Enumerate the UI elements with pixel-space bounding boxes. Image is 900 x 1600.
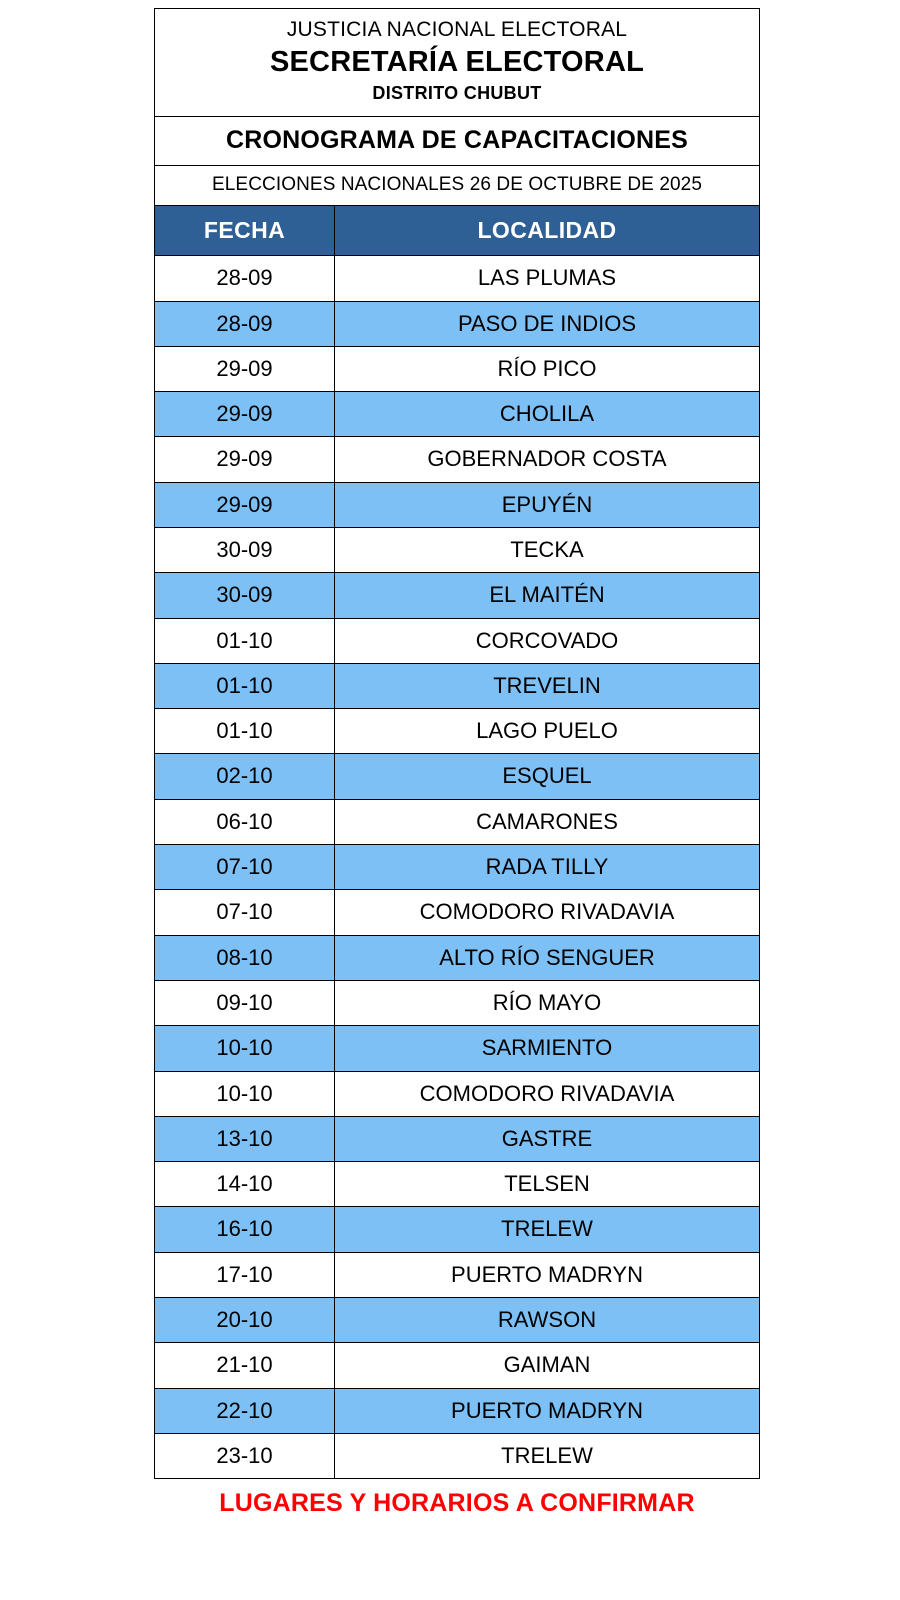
table-row bbox=[155, 890, 760, 935]
footer-note: LUGARES Y HORARIOS A CONFIRMAR bbox=[219, 1489, 695, 1518]
table-row bbox=[155, 1252, 760, 1297]
table-row bbox=[155, 754, 760, 799]
column-header-fecha: FECHA bbox=[155, 205, 335, 255]
cell-fecha: 07-10 bbox=[155, 845, 335, 890]
cell-fecha: 29-09 bbox=[155, 392, 335, 437]
cell-localidad: GAIMAN bbox=[335, 1343, 760, 1388]
document-header bbox=[154, 8, 760, 116]
cell-localidad: EL MAITÉN bbox=[335, 573, 760, 618]
table-header-row bbox=[155, 205, 760, 255]
cell-localidad: GASTRE bbox=[335, 1116, 760, 1161]
cell-localidad: PUERTO MADRYN bbox=[335, 1252, 760, 1297]
cell-fecha: 09-10 bbox=[155, 980, 335, 1025]
cell-localidad: COMODORO RIVADAVIA bbox=[335, 890, 760, 935]
cell-fecha: 30-09 bbox=[155, 528, 335, 573]
cell-localidad: RÍO PICO bbox=[335, 346, 760, 391]
cell-fecha: 29-09 bbox=[155, 346, 335, 391]
cell-localidad: SARMIENTO bbox=[335, 1026, 760, 1071]
cell-localidad: CHOLILA bbox=[335, 392, 760, 437]
page-title: CRONOGRAMA DE CAPACITACIONES bbox=[225, 125, 689, 154]
table-row bbox=[155, 1343, 760, 1388]
cell-localidad: CORCOVADO bbox=[335, 618, 760, 663]
cell-fecha: 07-10 bbox=[155, 890, 335, 935]
schedule-table bbox=[154, 205, 760, 1479]
table-row bbox=[155, 935, 760, 980]
table-row bbox=[155, 980, 760, 1025]
cell-localidad: GOBERNADOR COSTA bbox=[335, 437, 760, 482]
cell-localidad: TRELEW bbox=[335, 1207, 760, 1252]
cell-fecha: 29-09 bbox=[155, 437, 335, 482]
organization-name: JUSTICIA NACIONAL ELECTORAL bbox=[286, 18, 628, 41]
table-row bbox=[155, 663, 760, 708]
column-header-localidad: LOCALIDAD bbox=[335, 205, 760, 255]
cell-fecha: 30-09 bbox=[155, 573, 335, 618]
table-row bbox=[155, 1433, 760, 1478]
table-header bbox=[155, 205, 760, 255]
table-row bbox=[155, 573, 760, 618]
cell-fecha: 10-10 bbox=[155, 1071, 335, 1116]
table-row bbox=[155, 437, 760, 482]
document-subtitle-box bbox=[154, 165, 760, 205]
cell-localidad: LAGO PUELO bbox=[335, 709, 760, 754]
district-name: DISTRITO CHUBUT bbox=[372, 83, 542, 104]
cell-localidad: TECKA bbox=[335, 528, 760, 573]
cell-fecha: 16-10 bbox=[155, 1207, 335, 1252]
cell-localidad: COMODORO RIVADAVIA bbox=[335, 1071, 760, 1116]
table-row bbox=[155, 1162, 760, 1207]
cell-localidad: PUERTO MADRYN bbox=[335, 1388, 760, 1433]
table-row bbox=[155, 1116, 760, 1161]
cell-localidad: PASO DE INDIOS bbox=[335, 301, 760, 346]
table-row bbox=[155, 845, 760, 890]
cell-fecha: 01-10 bbox=[155, 709, 335, 754]
cell-fecha: 01-10 bbox=[155, 663, 335, 708]
table-row bbox=[155, 1207, 760, 1252]
table-row bbox=[155, 618, 760, 663]
table-row bbox=[155, 346, 760, 391]
cell-fecha: 02-10 bbox=[155, 754, 335, 799]
schedule-document bbox=[154, 8, 760, 1518]
table-row bbox=[155, 709, 760, 754]
document-title-box bbox=[154, 116, 760, 165]
cell-fecha: 06-10 bbox=[155, 799, 335, 844]
cell-fecha: 28-09 bbox=[155, 256, 335, 301]
cell-localidad: ALTO RÍO SENGUER bbox=[335, 935, 760, 980]
cell-fecha: 10-10 bbox=[155, 1026, 335, 1071]
cell-localidad: RÍO MAYO bbox=[335, 980, 760, 1025]
cell-localidad: TELSEN bbox=[335, 1162, 760, 1207]
table-row bbox=[155, 1388, 760, 1433]
table-row bbox=[155, 256, 760, 301]
table-row bbox=[155, 799, 760, 844]
cell-localidad: CAMARONES bbox=[335, 799, 760, 844]
table-row bbox=[155, 482, 760, 527]
department-name: SECRETARÍA ELECTORAL bbox=[269, 46, 645, 79]
cell-localidad: RADA TILLY bbox=[335, 845, 760, 890]
table-row bbox=[155, 1298, 760, 1343]
table-row bbox=[155, 528, 760, 573]
cell-localidad: RAWSON bbox=[335, 1298, 760, 1343]
table-row bbox=[155, 1026, 760, 1071]
cell-fecha: 28-09 bbox=[155, 301, 335, 346]
cell-localidad: EPUYÉN bbox=[335, 482, 760, 527]
cell-localidad: TREVELIN bbox=[335, 663, 760, 708]
cell-fecha: 21-10 bbox=[155, 1343, 335, 1388]
cell-fecha: 20-10 bbox=[155, 1298, 335, 1343]
table-body bbox=[155, 256, 760, 1479]
cell-fecha: 13-10 bbox=[155, 1116, 335, 1161]
table-row bbox=[155, 392, 760, 437]
cell-fecha: 08-10 bbox=[155, 935, 335, 980]
cell-localidad: LAS PLUMAS bbox=[335, 256, 760, 301]
cell-fecha: 14-10 bbox=[155, 1162, 335, 1207]
cell-fecha: 29-09 bbox=[155, 482, 335, 527]
cell-fecha: 22-10 bbox=[155, 1388, 335, 1433]
cell-fecha: 01-10 bbox=[155, 618, 335, 663]
cell-localidad: TRELEW bbox=[335, 1433, 760, 1478]
cell-fecha: 23-10 bbox=[155, 1433, 335, 1478]
table-row bbox=[155, 1071, 760, 1116]
cell-fecha: 17-10 bbox=[155, 1252, 335, 1297]
table-row bbox=[155, 301, 760, 346]
page-subtitle: ELECCIONES NACIONALES 26 DE OCTUBRE DE 2025 bbox=[211, 173, 702, 195]
cell-localidad: ESQUEL bbox=[335, 754, 760, 799]
